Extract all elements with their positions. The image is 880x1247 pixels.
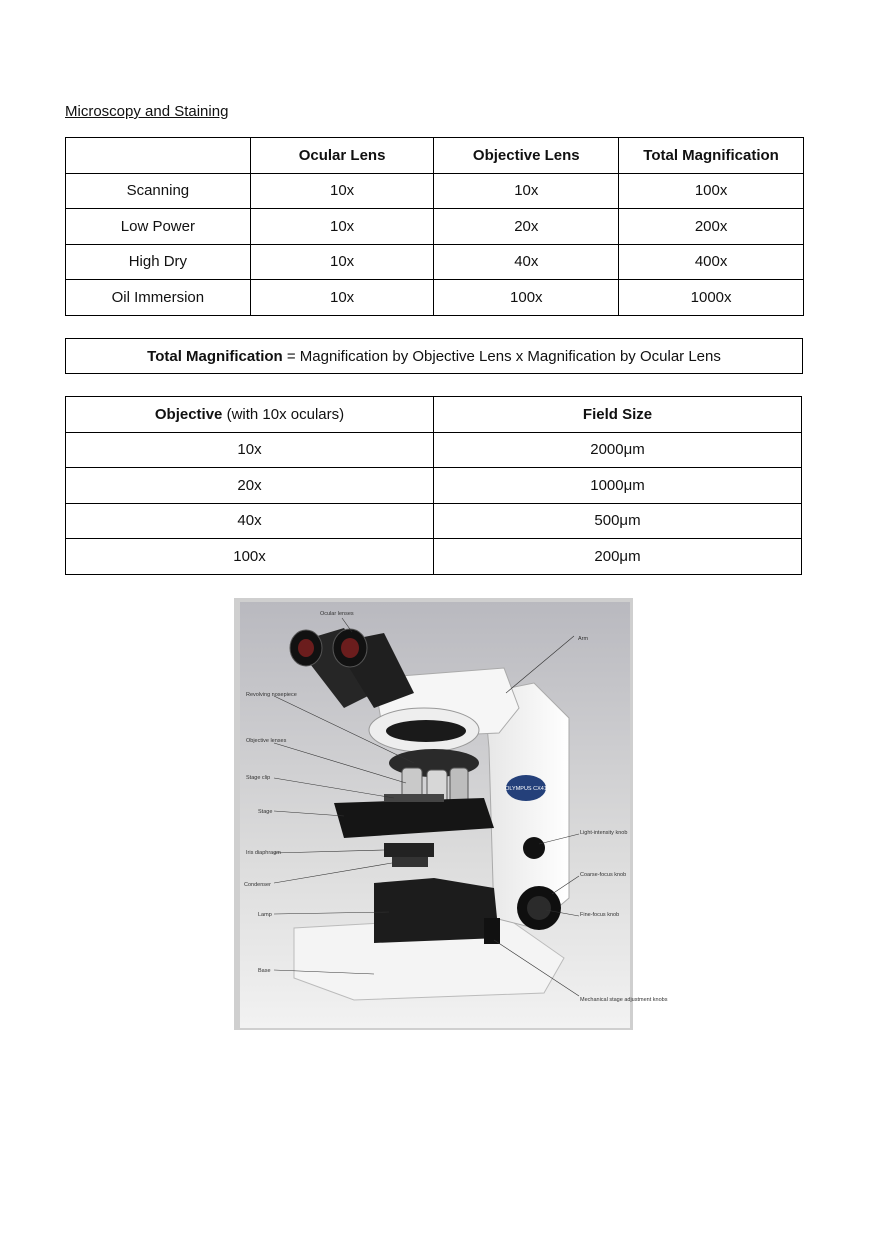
head-band: [386, 720, 466, 742]
table-cell: 2000μm: [434, 432, 802, 468]
table-cell: Scanning: [66, 173, 251, 209]
iris-diaphragm: [384, 843, 434, 857]
condenser: [392, 857, 428, 867]
header-objective-note: (with 10x oculars): [222, 405, 345, 423]
brand-badge-text: OLYMPUS CX41: [505, 786, 547, 792]
table-cell: 10x: [250, 173, 434, 209]
table-cell: 40x: [66, 503, 434, 539]
header-cell: [66, 138, 251, 174]
label-stage-clip: Stage clip: [246, 775, 271, 781]
table-cell: Low Power: [66, 209, 251, 245]
table-row: [66, 244, 804, 280]
label-light-intensity-knob: Light-intensity knob: [580, 830, 628, 836]
magnification-formula: [65, 338, 803, 374]
table-cell: 100x: [66, 539, 434, 575]
label-base: Base: [258, 968, 271, 974]
table-row: [66, 209, 804, 245]
label-mechanical-stage-knobs: Mechanical stage adjustment knobs: [580, 997, 668, 1003]
magnification-table: [65, 137, 804, 316]
mechanical-stage-knobs: [484, 918, 500, 944]
field-size-table: [65, 396, 802, 575]
microscope-illustration: [234, 598, 668, 1030]
table-cell: High Dry: [66, 244, 251, 280]
label-arm: Arm: [578, 636, 589, 642]
microscope-photo: [234, 598, 668, 1030]
label-iris-diaphragm: Iris diaphragm: [246, 850, 281, 856]
table-cell: 200x: [619, 209, 804, 245]
header-cell: Objective Lens: [434, 138, 619, 174]
table-cell: 40x: [434, 244, 619, 280]
table-cell: 500μm: [434, 503, 802, 539]
table-row: [66, 280, 804, 316]
table-row: [66, 468, 802, 504]
header-cell-objective: [66, 397, 434, 433]
label-ocular-lenses: Ocular lenses: [320, 611, 354, 617]
table-cell: 1000x: [619, 280, 804, 316]
header-objective-bold: Objective: [154, 405, 223, 423]
fine-focus-knob: [527, 896, 551, 920]
table-cell: 200μm: [434, 539, 802, 575]
table-header-row: [66, 397, 802, 433]
table-row: [66, 503, 802, 539]
label-fine-focus-knob: Fine-focus knob: [580, 912, 620, 918]
formula-text: = Magnification by Objective Lens x Magnification by Ocular Lens: [282, 347, 721, 365]
label-objective-lenses: Objective lenses: [246, 738, 287, 744]
label-condenser: Condenser: [244, 882, 271, 888]
table-row: [66, 432, 802, 468]
table-row: [66, 173, 804, 209]
lamp-housing: [374, 878, 499, 943]
table-cell: 10x: [66, 432, 434, 468]
table-cell: 100x: [434, 280, 619, 316]
label-lamp: Lamp: [258, 912, 272, 918]
table-cell: 10x: [250, 244, 434, 280]
table-cell: 10x: [250, 209, 434, 245]
table-row: [66, 539, 802, 575]
header-cell-field-size: Field Size: [434, 397, 802, 433]
header-cell: Ocular Lens: [250, 138, 434, 174]
table-cell: 1000μm: [434, 468, 802, 504]
formula-term: Total Magnification: [147, 347, 283, 365]
page-heading: Microscopy and Staining: [65, 103, 229, 120]
table-cell: 20x: [66, 468, 434, 504]
label-revolving-nosepiece: Revolving nosepiece: [246, 692, 297, 698]
header-cell: Total Magnification: [619, 138, 804, 174]
label-stage: Stage: [258, 809, 273, 815]
table-cell: 20x: [434, 209, 619, 245]
table-cell: 10x: [250, 280, 434, 316]
table-cell: 400x: [619, 244, 804, 280]
light-intensity-knob: [523, 837, 545, 859]
label-coarse-focus-knob: Coarse-focus knob: [580, 872, 627, 878]
table-cell: 100x: [619, 173, 804, 209]
table-header-row: [66, 138, 804, 174]
table-cell: 10x: [434, 173, 619, 209]
table-cell: Oil Immersion: [66, 280, 251, 316]
